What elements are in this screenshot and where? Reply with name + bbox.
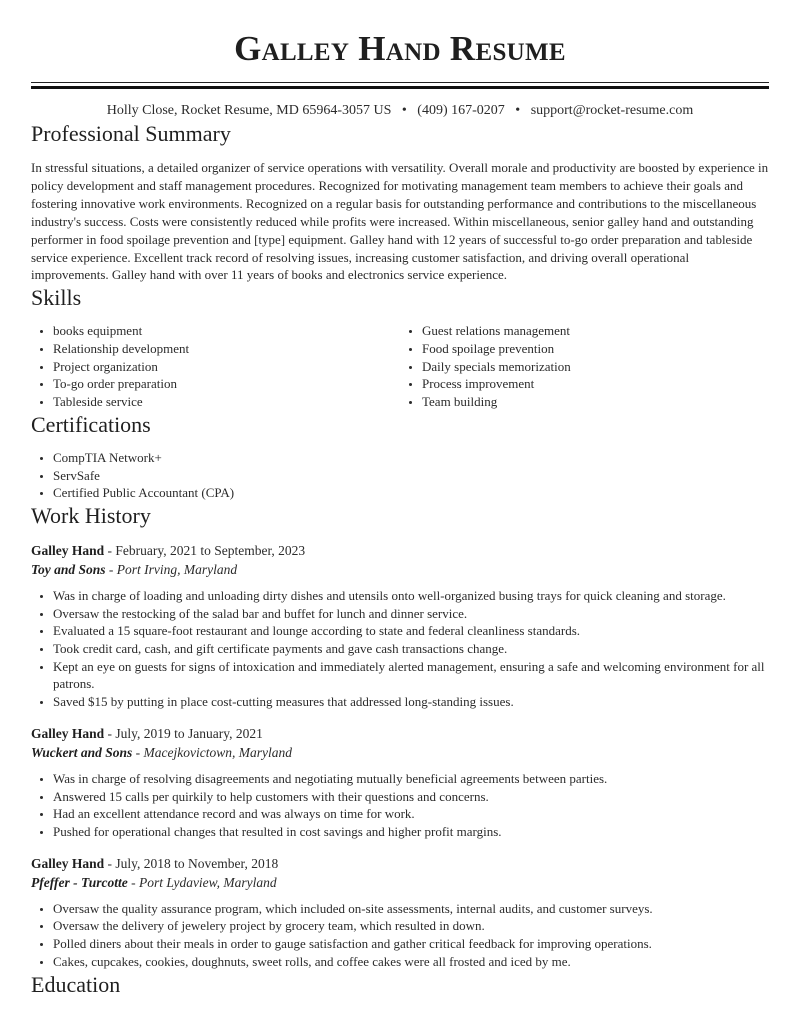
job-location: - Port Lydaview, Maryland [127,874,277,890]
job-bullets [31,587,769,711]
job-company-line [31,743,769,762]
contact-line [31,102,769,120]
contact-phone: (409) 167-0207 [417,103,505,118]
skill-item: • Daily specials memorization [422,358,769,376]
job-entry [31,541,769,711]
job-dates: - July, 2018 to November, 2018 [104,855,279,871]
skills-list-right [400,322,769,411]
job-title-line [31,541,769,560]
certifications-heading: Certifications [31,411,151,437]
job-company-line [31,560,769,579]
job-bullet: • Evaluated a 15 square-foot restaurant and lounge according to state and federal cleanliness standards. [53,622,769,640]
certification-item: • Certified Public Accountant (CPA) [53,484,769,502]
job-title: Galley Hand [31,725,105,741]
job-company: Toy and Sons [31,561,106,577]
skills-columns [31,322,769,411]
skill-item: • Project organization [53,358,400,376]
job-bullet: • Was in charge of resolving disagreements and negotiating mutually beneficial agreements between parties. [53,770,769,788]
skill-item: • Food spoilage prevention [422,340,769,358]
skill-item: • Tableside service [53,393,400,411]
bullet-separator-icon: • [515,103,521,118]
job-bullet: • Oversaw the delivery of jewelery project by grocery team, which resulted in down. [53,917,769,935]
work-history-heading: Work History [31,502,151,528]
bullet-separator-icon: • [401,103,407,118]
skill-item: • Team building [422,393,769,411]
job-title-line [31,724,769,743]
summary-text: In stressful situations, a detailed organizer of service operations with versatility. Overall morale and productivity are boosted by experience in policy development and staff management procedures. Recognized for motivating management team members to achieve their goals and fostering innovative work environments. Recognized on a regular basis for outstanding performance and contributions to the miscellaneous industry's success. Costs were consistently reduced while profits were increased. Within miscellaneous, senior galley hand and outstanding performer in food spoilage prevention and [type] equipment. Galley hand with 12 years of successful to-go order preparation and tableside service experience. Excellent track record of resolving issues, increasing customer satisfaction, and driving overall operational improvements. Galley hand with over 11 years of books and electronics service experience. [31,160,769,283]
job-dates: - February, 2021 to September, 2023 [104,542,306,558]
job-bullet: • Cakes, cupcakes, cookies, doughnuts, sweet rolls, and coffee cakes were all frosted and iced by me. [53,953,769,971]
skill-item: • books equipment [53,322,400,340]
job-bullet: • Kept an eye on guests for signs of intoxication and immediately alerted management, ensuring a safe and welcoming environment for all patrons. [53,658,769,693]
job-title: Galley Hand [31,855,105,871]
skills-list-left [31,322,400,411]
education-heading: Education [31,971,121,997]
certification-item: • CompTIA Network+ [53,449,769,467]
job-company-line [31,873,769,892]
job-dates: - July, 2019 to January, 2021 [104,725,263,741]
job-bullet: • Pushed for operational changes that resulted in cost savings and higher profit margins. [53,823,769,841]
job-bullets [31,900,769,971]
job-bullet: • Polled diners about their meals in order to gauge satisfaction and gather critical feedback for improving operations. [53,935,769,953]
certification-item: • ServSafe [53,467,769,485]
summary-heading: Professional Summary [31,121,231,146]
job-location: - Macejkovictown, Maryland [132,744,292,760]
contact-email: support@rocket-resume.com [530,103,694,118]
skills-heading: Skills [31,285,82,311]
contact-address: Holly Close, Rocket Resume, MD 65964-3057 US [106,103,392,118]
job-entry [31,854,769,971]
job-entry [31,724,769,841]
skill-item: • Process improvement [422,375,769,393]
certifications-list [31,449,769,502]
job-bullet: • Answered 15 calls per quirkily to help customers with their questions and concerns. [53,788,769,806]
resume-title: Galley Hand Resume [234,29,566,68]
job-bullet: • Was in charge of loading and unloading dirty dishes and utensils onto well-organized busing trays for quick cleaning and storage. [53,587,769,605]
job-bullet: • Oversaw the quality assurance program, which included on-site assessments, internal audits, and customer surveys. [53,900,769,918]
job-bullet: • Saved $15 by putting in place cost-cutting measures that addressed long-standing issues. [53,693,769,711]
job-bullet: • Took credit card, cash, and gift certificate payments and gave cash transactions change. [53,640,769,658]
job-bullets [31,770,769,841]
skill-item: • Guest relations management [422,322,769,340]
job-company: Wuckert and Sons [31,744,133,760]
skill-item: • To-go order preparation [53,375,400,393]
job-location: - Port Irving, Maryland [105,561,238,577]
job-title: Galley Hand [31,542,105,558]
job-title-line [31,854,769,873]
job-bullet: • Had an excellent attendance record and was always on time for work. [53,805,769,823]
header-double-rule [31,82,769,83]
skill-item: • Relationship development [53,340,400,358]
job-company: Pfeffer - Turcotte [31,874,128,890]
job-bullet: • Oversaw the restocking of the salad bar and buffet for lunch and dinner service. [53,605,769,623]
